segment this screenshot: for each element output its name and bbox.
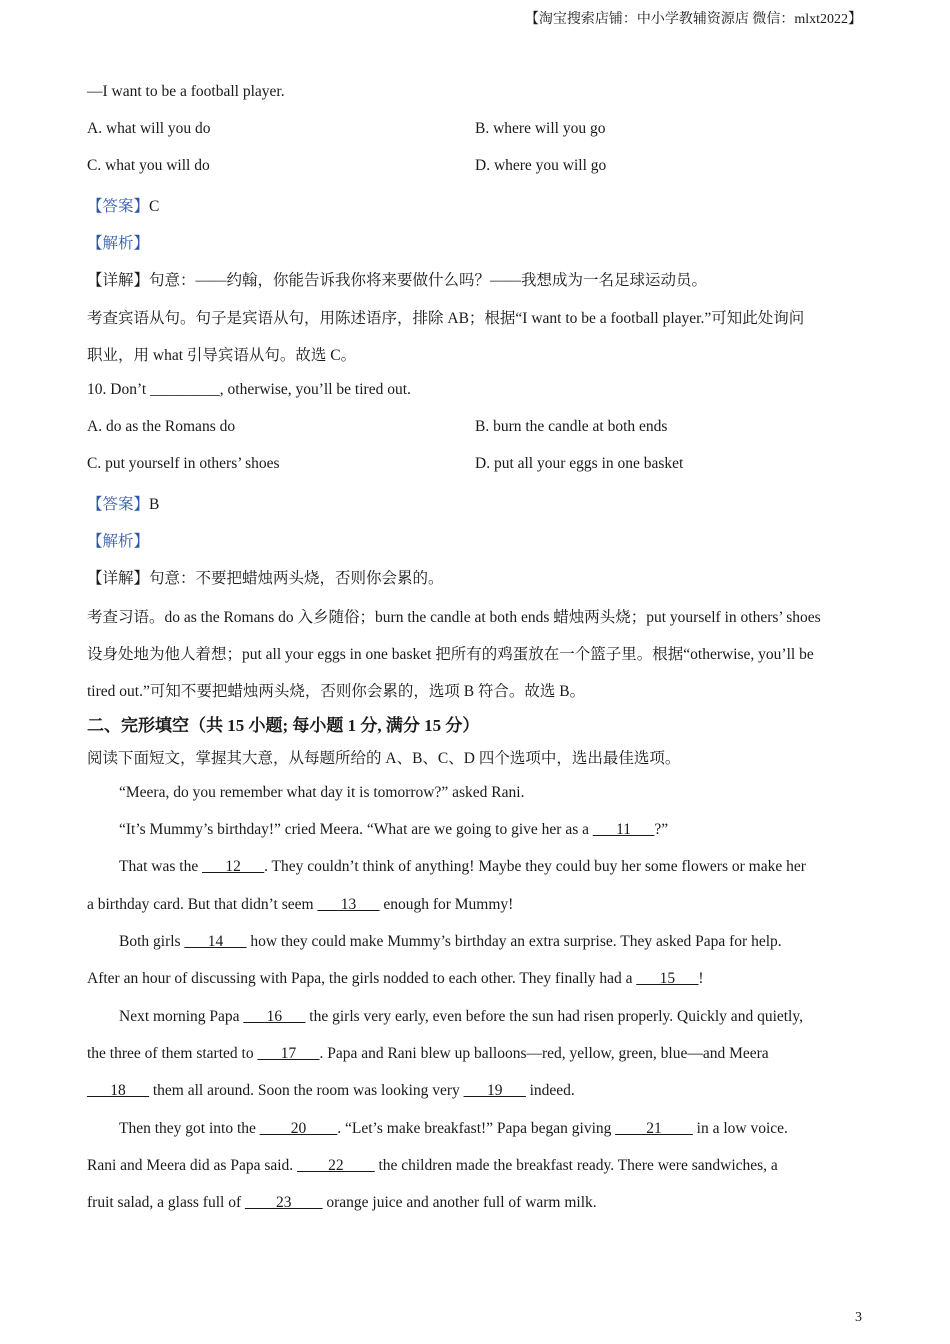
q10-option-a: A. do as the Romans do	[87, 418, 236, 435]
q9-answer	[87, 194, 159, 216]
q10-answer	[87, 492, 159, 514]
q9-analysis-tag: 【解析】	[87, 235, 150, 252]
blank-20: ____20____	[259, 1120, 338, 1137]
section-title: 二、完形填空（共 15 小题; 每小题 1 分, 满分 15 分）	[87, 716, 480, 735]
text: them all around. Soon the room was looking very	[149, 1082, 464, 1099]
text: After an hour of discussing with Papa, the girls nodded to each other. They finally had a	[87, 970, 637, 987]
answer-tag: 【答案】	[87, 496, 150, 513]
q10-analysis-tag: 【解析】	[87, 533, 150, 550]
blank-18: ___18___	[87, 1082, 149, 1099]
blank-17: ___17___	[257, 1045, 320, 1062]
blank-21: ____21____	[615, 1120, 693, 1137]
q9-option-b: B. where will you go	[475, 120, 606, 137]
text: how they could make Mummy’s birthday an extra surprise. They asked Papa for help.	[246, 933, 782, 950]
text: indeed.	[525, 1082, 575, 1099]
text: “It’s Mummy’s birthday!” cried Meera. “What are we going to give her as a	[119, 821, 593, 838]
passage-line-6	[87, 970, 704, 988]
q9-option-d: D. where you will go	[475, 157, 607, 174]
blank-19: ___19___	[463, 1082, 526, 1099]
q10-option-d: D. put all your eggs in one basket	[475, 455, 684, 472]
text: the three of them started to	[87, 1045, 258, 1062]
passage-line-2	[119, 821, 668, 839]
passage-line-3	[119, 858, 806, 876]
text: ?”	[654, 821, 669, 838]
text: a birthday card. But that didn’t seem	[87, 896, 318, 913]
page-header: 【淘宝搜索店铺：中小学教辅资源店 微信：mlxt2022】	[524, 12, 862, 27]
text: orange juice and another full of warm milk.	[322, 1194, 597, 1211]
passage-line-1: “Meera, do you remember what day it is tomorrow?” asked Rani.	[119, 784, 525, 801]
passage-line-10	[119, 1120, 788, 1138]
text: !	[698, 970, 704, 987]
passage-line-7	[119, 1008, 803, 1026]
q10-stem-blank: _________	[150, 381, 220, 398]
section-instruction: 阅读下面短文，掌握其大意，从每题所给的 A、B、C、D 四个选项中，选出最佳选项。	[87, 750, 681, 767]
page-number: 3	[855, 1310, 862, 1325]
blank-23: ____23____	[244, 1194, 323, 1211]
text: enough for Mummy!	[379, 896, 514, 913]
text: the children made the breakfast ready. There were sandwiches, a	[374, 1157, 778, 1174]
text: the girls very early, even before the sun had risen properly. Quickly and quietly,	[305, 1008, 803, 1025]
detail-tag: 【详解】	[87, 272, 150, 289]
detail-text: 句意：不要把蜡烛两头烧，否则你会累的。	[149, 570, 444, 587]
text: . They couldn’t think of anything! Maybe they could buy her some flowers or make her	[264, 858, 806, 875]
text: That was the	[119, 858, 203, 875]
answer-value: C	[149, 198, 160, 215]
passage-line-5	[119, 933, 782, 951]
q10-explain-2: 设身处地为他人着想；put all your eggs in one basket 把所有的鸡蛋放在一个篮子里。根据“otherwise, you’ll be	[87, 646, 814, 663]
answer-value: B	[149, 496, 160, 513]
text: Rani and Meera did as Papa said.	[87, 1157, 298, 1174]
q9-detail	[87, 268, 707, 290]
blank-13: ___13___	[317, 896, 380, 913]
q9-option-a: A. what will you do	[87, 120, 211, 137]
blank-12: ___12___	[202, 858, 265, 875]
q10-stem-end: , otherwise, you’ll be tired out.	[219, 381, 411, 398]
q9-explain-1: 考查宾语从句。句子是宾语从句，用陈述语序，排除 AB；根据“I want to be a football player.”可知此处询问	[87, 310, 805, 327]
passage-line-8	[87, 1045, 769, 1063]
passage-line-12	[87, 1194, 597, 1212]
q10-explain-3: tired out.”可知不要把蜡烛两头烧，否则你会累的，选项 B 符合。故选 B。	[87, 683, 586, 700]
q9-answer-line: —I want to be a football player.	[87, 83, 285, 100]
answer-tag: 【答案】	[87, 198, 150, 215]
text: Next morning Papa	[119, 1008, 244, 1025]
q9-option-c: C. what you will do	[87, 157, 210, 174]
passage-line-9	[87, 1082, 575, 1100]
blank-15: ___15___	[636, 970, 699, 987]
detail-tag: 【详解】	[87, 570, 150, 587]
q9-explain-2: 职业，用 what 引导宾语从句。故选 C。	[87, 347, 357, 364]
text: Then they got into the	[119, 1120, 260, 1137]
blank-16: ___16___	[243, 1008, 306, 1025]
blank-11: ___11___	[592, 821, 655, 838]
blank-22: ____22____	[297, 1157, 375, 1174]
q10-stem-start: 10. Don’t	[87, 381, 151, 398]
q10-detail	[87, 566, 444, 588]
text: . Papa and Rani blew up balloons—red, yellow, green, blue—and Meera	[319, 1045, 769, 1062]
blank-14: ___14___	[184, 933, 247, 950]
q10-option-c: C. put yourself in others’ shoes	[87, 455, 280, 472]
text: in a low voice.	[692, 1120, 788, 1137]
detail-text: 句意：——约翰，你能告诉我你将来要做什么吗？——我想成为一名足球运动员。	[149, 272, 708, 289]
passage-line-4	[87, 896, 513, 914]
q10-explain-1: 考查习语。do as the Romans do 入乡随俗；burn the candle at both ends 蜡烛两头烧；put yourself in others’ shoes	[87, 609, 821, 626]
passage-line-11	[87, 1157, 778, 1175]
q10-stem	[87, 381, 411, 399]
text: fruit salad, a glass full of	[87, 1194, 245, 1211]
q10-option-b: B. burn the candle at both ends	[475, 418, 668, 435]
text: . “Let’s make breakfast!” Papa began giving	[337, 1120, 616, 1137]
text: Both girls	[119, 933, 185, 950]
